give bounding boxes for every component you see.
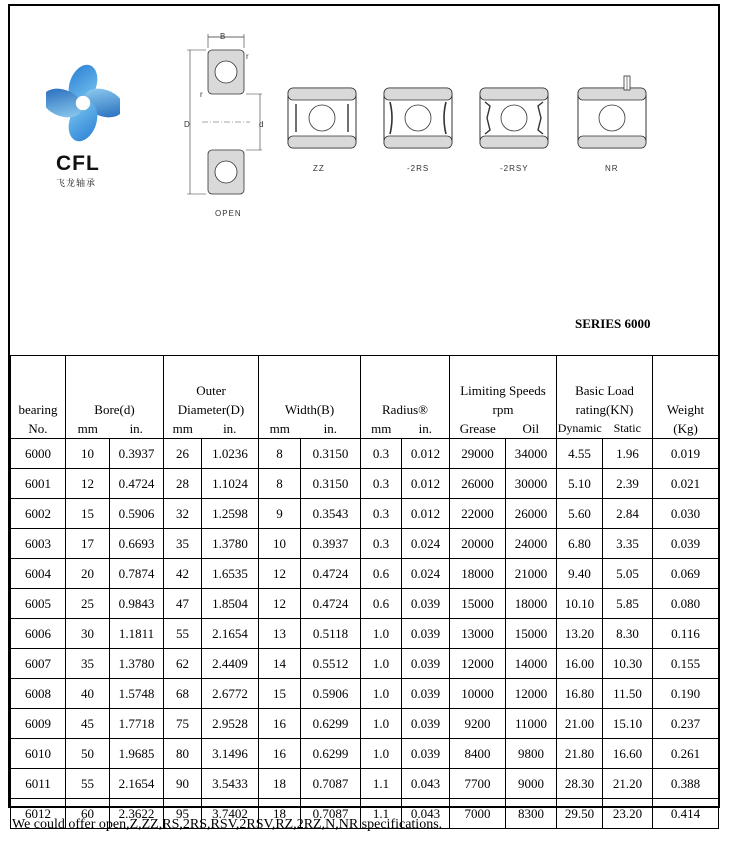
unit-outer-in: in.	[202, 419, 259, 439]
table-cell: 10.10	[557, 589, 603, 619]
dim-bore-label: d	[259, 120, 265, 129]
table-cell: 95	[164, 799, 202, 829]
table-cell: 17	[66, 529, 110, 559]
table-cell: 0.3	[361, 469, 402, 499]
open-bearing-cross-section	[182, 32, 265, 202]
table-cell: 9000	[506, 769, 557, 799]
table-cell: 9.40	[557, 559, 603, 589]
table-cell: 6006	[11, 619, 66, 649]
table-cell: 0.3937	[110, 439, 164, 469]
table-cell: 9	[259, 499, 301, 529]
table-cell: 6008	[11, 679, 66, 709]
table-cell: 47	[164, 589, 202, 619]
table-cell: 0.039	[402, 649, 450, 679]
table-cell: 25	[66, 589, 110, 619]
unit-oil: Oil	[506, 419, 557, 439]
table-cell: 7000	[450, 799, 506, 829]
table-cell: 3.7402	[202, 799, 259, 829]
header-weight: Weight	[653, 356, 719, 420]
table-cell: 8300	[506, 799, 557, 829]
unit-dynamic: Dynamic	[557, 419, 603, 439]
dim-b-label: B	[220, 32, 227, 41]
table-cell: 4.55	[557, 439, 603, 469]
table-cell: 0.3	[361, 529, 402, 559]
table-cell: 0.3937	[301, 529, 361, 559]
table-row	[11, 439, 719, 469]
header-weight-sub: (Kg)	[653, 419, 719, 439]
table-cell: 0.7087	[301, 769, 361, 799]
table-row	[11, 679, 719, 709]
table-cell: 6009	[11, 709, 66, 739]
table-cell: 0.043	[402, 769, 450, 799]
table-cell: 0.021	[653, 469, 719, 499]
table-cell: 0.012	[402, 469, 450, 499]
table-cell: 11.50	[603, 679, 653, 709]
table-cell: 0.155	[653, 649, 719, 679]
table-cell: 28	[164, 469, 202, 499]
table-cell: 13000	[450, 619, 506, 649]
table-cell: 16	[259, 709, 301, 739]
table-cell: 1.2598	[202, 499, 259, 529]
table-row	[11, 589, 719, 619]
table-cell: 1.6535	[202, 559, 259, 589]
table-cell: 14000	[506, 649, 557, 679]
table-cell: 24000	[506, 529, 557, 559]
table-cell: 15000	[450, 589, 506, 619]
table-cell: 1.3780	[202, 529, 259, 559]
table-cell: 21.80	[557, 739, 603, 769]
brand-name: CFL	[56, 152, 100, 175]
nr-bearing-section	[576, 74, 648, 150]
table-cell: 0.388	[653, 769, 719, 799]
table-cell: 1.5748	[110, 679, 164, 709]
table-cell: 18000	[450, 559, 506, 589]
table-cell: 11000	[506, 709, 557, 739]
table-cell: 0.024	[402, 529, 450, 559]
2rsy-bearing-section	[478, 86, 550, 150]
table-cell: 55	[66, 769, 110, 799]
table-cell: 9800	[506, 739, 557, 769]
table-cell: 1.0236	[202, 439, 259, 469]
open-label: OPEN	[215, 209, 242, 218]
table-cell: 16.60	[603, 739, 653, 769]
table-cell: 2.39	[603, 469, 653, 499]
table-cell: 26000	[450, 469, 506, 499]
table-cell: 13	[259, 619, 301, 649]
table-cell: 50	[66, 739, 110, 769]
table-cell: 21.20	[603, 769, 653, 799]
table-cell: 0.3	[361, 499, 402, 529]
table-cell: 0.6693	[110, 529, 164, 559]
table-cell: 6007	[11, 649, 66, 679]
table-cell: 2.84	[603, 499, 653, 529]
table-cell: 0.261	[653, 739, 719, 769]
2rs-bearing-section	[382, 86, 454, 150]
table-cell: 0.3150	[301, 439, 361, 469]
header-bore: Bore(d)	[66, 356, 164, 420]
header-outer-diameter: Outer Diameter(D)	[164, 356, 259, 420]
table-cell: 8	[259, 439, 301, 469]
table-cell: 0.080	[653, 589, 719, 619]
table-cell: 18	[259, 799, 301, 829]
table-cell: 6012	[11, 799, 66, 829]
table-cell: 90	[164, 769, 202, 799]
table-row	[11, 619, 719, 649]
table-cell: 0.4724	[110, 469, 164, 499]
table-body	[11, 439, 719, 829]
table-cell: 14	[259, 649, 301, 679]
table-cell: 5.60	[557, 499, 603, 529]
table-cell: 0.6299	[301, 739, 361, 769]
table-cell: 3.5433	[202, 769, 259, 799]
table-cell: 0.012	[402, 499, 450, 529]
2rs-label: -2RS	[407, 164, 430, 173]
header-limiting-speeds: Limiting Speeds rpm	[450, 356, 557, 420]
footer-note: We could offer open,Z,ZZ,RS,2RS,RSV,2RSV,RZ,2RZ,N,NR specifications.	[12, 817, 443, 832]
table-cell: 0.4724	[301, 559, 361, 589]
table-cell: 0.039	[402, 709, 450, 739]
unit-width-in: in.	[301, 419, 361, 439]
table-cell: 2.4409	[202, 649, 259, 679]
table-cell: 29.50	[557, 799, 603, 829]
table-cell: 10	[259, 529, 301, 559]
zz-bearing-section	[286, 86, 358, 150]
table-cell: 15000	[506, 619, 557, 649]
table-cell: 0.5906	[110, 499, 164, 529]
table-cell: 0.5118	[301, 619, 361, 649]
table-cell: 15	[66, 499, 110, 529]
table-cell: 18000	[506, 589, 557, 619]
table-cell: 75	[164, 709, 202, 739]
table-row	[11, 529, 719, 559]
table-cell: 1.0	[361, 709, 402, 739]
series-title: SERIES 6000	[575, 316, 651, 331]
table-cell: 2.1654	[110, 769, 164, 799]
table-cell: 6002	[11, 499, 66, 529]
table-cell: 20000	[450, 529, 506, 559]
table-cell: 0.7874	[110, 559, 164, 589]
zz-label: ZZ	[313, 164, 325, 173]
table-cell: 16.00	[557, 649, 603, 679]
table-cell: 1.3780	[110, 649, 164, 679]
dim-r-label: r	[246, 52, 250, 61]
table-cell: 16.80	[557, 679, 603, 709]
header-radius: Radius®	[361, 356, 450, 420]
nr-label: NR	[605, 164, 619, 173]
table-cell: 2.6772	[202, 679, 259, 709]
table-cell: 21000	[506, 559, 557, 589]
table-cell: 0.043	[402, 799, 450, 829]
table-cell: 0.039	[653, 529, 719, 559]
table-cell: 10.30	[603, 649, 653, 679]
table-cell: 12000	[450, 649, 506, 679]
unit-radius-in: in.	[402, 419, 450, 439]
table-cell: 8.30	[603, 619, 653, 649]
table-cell: 6000	[11, 439, 66, 469]
unit-static: Static	[603, 419, 653, 439]
table-cell: 6005	[11, 589, 66, 619]
table-cell: 45	[66, 709, 110, 739]
table-row	[11, 769, 719, 799]
table-cell: 23.20	[603, 799, 653, 829]
table-cell: 2.9528	[202, 709, 259, 739]
unit-bore-mm: mm	[66, 419, 110, 439]
table-cell: 18	[259, 769, 301, 799]
table-row	[11, 739, 719, 769]
table-cell: 1.7718	[110, 709, 164, 739]
table-cell: 1.1024	[202, 469, 259, 499]
table-cell: 5.85	[603, 589, 653, 619]
table-cell: 28.30	[557, 769, 603, 799]
table-cell: 6.80	[557, 529, 603, 559]
table-cell: 60	[66, 799, 110, 829]
header-width: Width(B)	[259, 356, 361, 420]
table-cell: 6011	[11, 769, 66, 799]
brand-name-chinese: 飞龙轴承	[56, 179, 97, 189]
table-cell: 3.35	[603, 529, 653, 559]
table-cell: 0.3150	[301, 469, 361, 499]
table-cell: 0.024	[402, 559, 450, 589]
table-cell: 6001	[11, 469, 66, 499]
table-cell: 3.1496	[202, 739, 259, 769]
table-cell: 32	[164, 499, 202, 529]
table-cell: 13.20	[557, 619, 603, 649]
table-cell: 1.8504	[202, 589, 259, 619]
table-row	[11, 649, 719, 679]
table-cell: 0.3	[361, 439, 402, 469]
dim-outer-diameter-label: D	[184, 120, 191, 129]
table-cell: 80	[164, 739, 202, 769]
table-cell: 15.10	[603, 709, 653, 739]
table-cell: 0.237	[653, 709, 719, 739]
table-cell: 29000	[450, 439, 506, 469]
table-cell: 10	[66, 439, 110, 469]
table-cell: 22000	[450, 499, 506, 529]
table-cell: 42	[164, 559, 202, 589]
table-cell: 26000	[506, 499, 557, 529]
unit-outer-mm: mm	[164, 419, 202, 439]
table-cell: 1.9685	[110, 739, 164, 769]
table-cell: 0.039	[402, 589, 450, 619]
table-cell: 10000	[450, 679, 506, 709]
table-cell: 6004	[11, 559, 66, 589]
table-cell: 0.414	[653, 799, 719, 829]
table-cell: 1.0	[361, 619, 402, 649]
table-cell: 9200	[450, 709, 506, 739]
table-cell: 12000	[506, 679, 557, 709]
table-cell: 0.069	[653, 559, 719, 589]
table-row	[11, 499, 719, 529]
table-cell: 12	[259, 589, 301, 619]
table-cell: 6010	[11, 739, 66, 769]
table-row	[11, 709, 719, 739]
table-cell: 0.190	[653, 679, 719, 709]
table-cell: 5.05	[603, 559, 653, 589]
header-bearing-no: bearing	[11, 356, 66, 420]
unit-radius-mm: mm	[361, 419, 402, 439]
bearing-spec-table	[10, 355, 719, 829]
table-cell: 2.1654	[202, 619, 259, 649]
table-cell: 6003	[11, 529, 66, 559]
header-panel	[10, 6, 718, 355]
table-cell: 55	[164, 619, 202, 649]
table-cell: 0.6299	[301, 709, 361, 739]
unit-width-mm: mm	[259, 419, 301, 439]
table-cell: 0.012	[402, 439, 450, 469]
table-cell: 16	[259, 739, 301, 769]
table-cell: 35	[66, 649, 110, 679]
header-bearing-no-sub: No.	[11, 419, 66, 439]
table-cell: 1.1811	[110, 619, 164, 649]
table-cell: 0.039	[402, 679, 450, 709]
table-cell: 0.019	[653, 439, 719, 469]
table-cell: 12	[66, 469, 110, 499]
table-cell: 0.116	[653, 619, 719, 649]
table-cell: 8	[259, 469, 301, 499]
table-cell: 1.1	[361, 769, 402, 799]
table-cell: 0.6	[361, 589, 402, 619]
table-cell: 68	[164, 679, 202, 709]
unit-grease: Grease	[450, 419, 506, 439]
table-cell: 0.039	[402, 619, 450, 649]
table-cell: 1.0	[361, 649, 402, 679]
table-cell: 8400	[450, 739, 506, 769]
table-cell: 12	[259, 559, 301, 589]
table-cell: 1.1	[361, 799, 402, 829]
table-cell: 1.0	[361, 679, 402, 709]
table-cell: 20	[66, 559, 110, 589]
table-cell: 40	[66, 679, 110, 709]
table-row	[11, 559, 719, 589]
table-cell: 0.030	[653, 499, 719, 529]
table-cell: 0.3543	[301, 499, 361, 529]
table-cell: 62	[164, 649, 202, 679]
table-cell: 0.6	[361, 559, 402, 589]
table-cell: 0.039	[402, 739, 450, 769]
spec-sheet-frame	[8, 4, 720, 821]
table-cell: 5.10	[557, 469, 603, 499]
table-row	[11, 469, 719, 499]
table-cell: 0.7087	[301, 799, 361, 829]
table-cell: 30	[66, 619, 110, 649]
table-cell: 1.0	[361, 739, 402, 769]
cfl-logo-icon	[46, 62, 120, 144]
table-cell: 34000	[506, 439, 557, 469]
table-cell: 15	[259, 679, 301, 709]
table-cell: 2.3622	[110, 799, 164, 829]
table-cell: 0.5512	[301, 649, 361, 679]
table-cell: 0.5906	[301, 679, 361, 709]
table-cell: 0.4724	[301, 589, 361, 619]
header-basic-load: Basic Load rating(KN)	[557, 356, 653, 420]
table-cell: 0.9843	[110, 589, 164, 619]
unit-bore-in: in.	[110, 419, 164, 439]
table-cell: 26	[164, 439, 202, 469]
dim-r-label-2: r	[200, 90, 204, 99]
table-cell: 7700	[450, 769, 506, 799]
table-cell: 1.96	[603, 439, 653, 469]
2rsy-label: -2RSY	[500, 164, 529, 173]
table-cell: 35	[164, 529, 202, 559]
table-cell: 21.00	[557, 709, 603, 739]
table-cell: 30000	[506, 469, 557, 499]
